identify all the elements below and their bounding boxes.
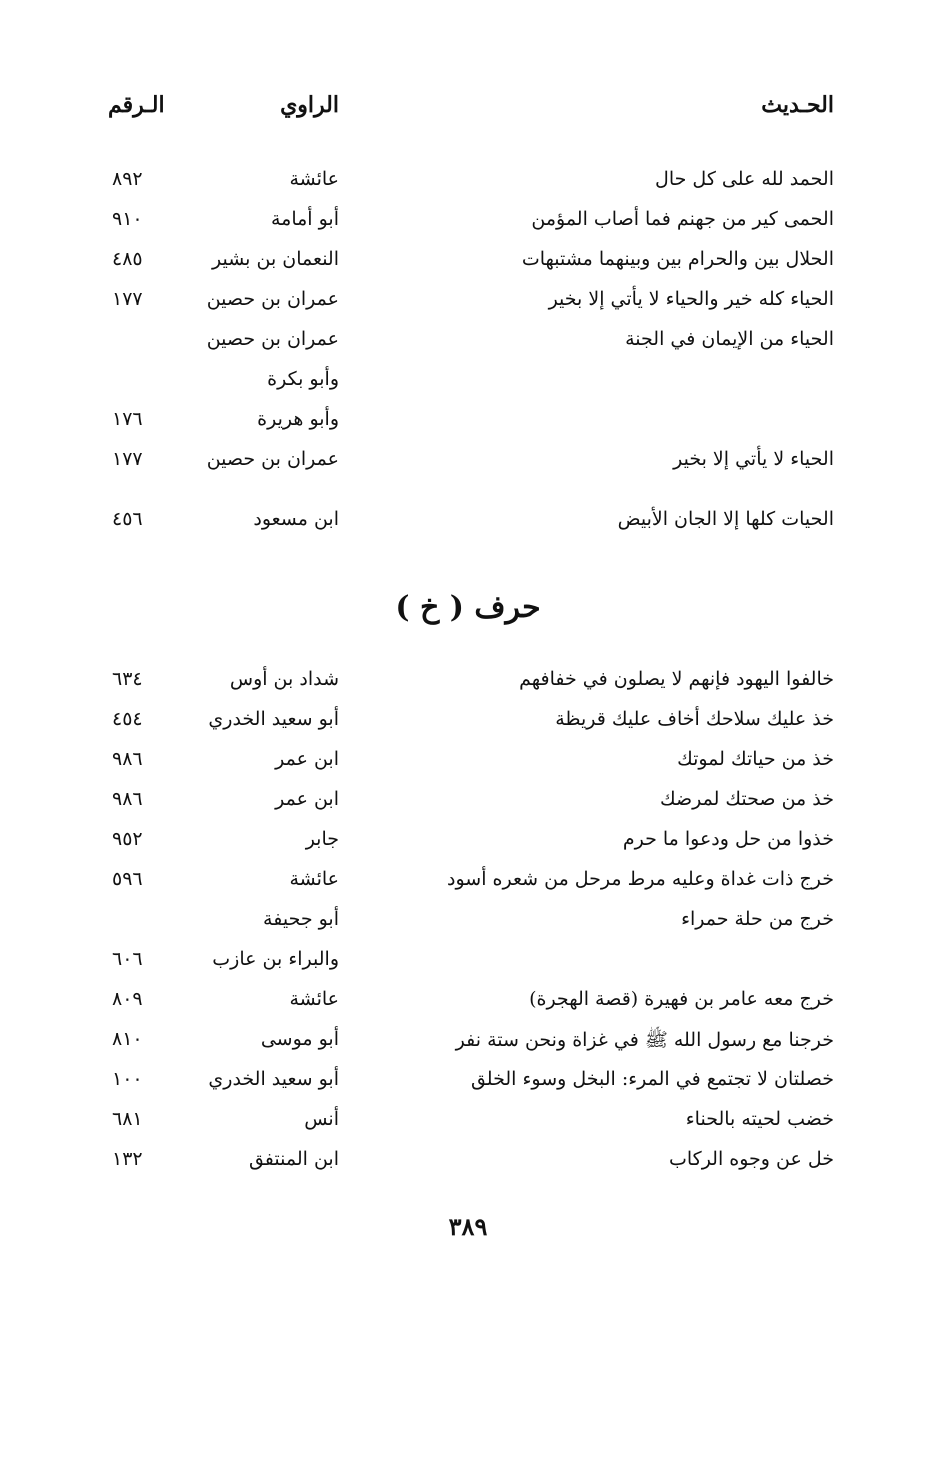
- narrator-name: جابر: [305, 828, 339, 850]
- hadith-text: خذ عليك سلاحك أخاف عليك قريظة: [555, 708, 834, 730]
- narrator-name: النعمان بن بشير: [212, 248, 339, 270]
- hadith-number: ٦٠٦: [112, 948, 143, 970]
- hadith-text: خرج معه عامر بن فهيرة (قصة الهجرة): [529, 988, 834, 1010]
- narrator-name: وأبو هريرة: [257, 408, 339, 430]
- hadith-text: خل عن وجوه الركاب: [668, 1148, 834, 1170]
- narrator-name: أبو أمامة: [270, 208, 339, 230]
- hadith-number: ٦٣٤: [112, 668, 143, 690]
- narrator-name: أبو جحيفة: [263, 908, 339, 930]
- hadith-number: ١٧٧: [112, 288, 143, 310]
- narrator-name: عمران بن حصين: [206, 288, 339, 310]
- hadith-text: خرجنا مع رسول الله ﷺ في غزاة ونحن ستة نفر: [455, 1029, 834, 1051]
- hadith-number: ٤٥٦: [112, 508, 143, 530]
- narrator-name: أبو موسى: [260, 1028, 339, 1050]
- narrator-name: عمران بن حصين: [206, 448, 339, 470]
- table-row: [0, 1108, 936, 1142]
- narrator-name: عمران بن حصين: [206, 328, 339, 350]
- hadith-number: ١٠٠: [112, 1068, 143, 1090]
- narrator-name: عائشة: [289, 168, 339, 190]
- hadith-text: خالفوا اليهود فإنهم لا يصلون في خفافهم: [519, 668, 834, 690]
- table-row: [0, 668, 936, 702]
- table-row: [0, 448, 936, 482]
- table-row: [0, 168, 936, 202]
- hadith-text: خرج من حلة حمراء: [681, 908, 834, 930]
- narrator-name: وأبو بكرة: [267, 368, 339, 390]
- table-row: [0, 1068, 936, 1102]
- hadith-text: خضب لحيته بالحناء: [685, 1108, 834, 1130]
- table-row: [0, 408, 936, 442]
- hadith-text: الحياء كله خير والحياء لا يأتي إلا بخير: [548, 288, 834, 310]
- hadith-text: خصلتان لا تجتمع في المرء: البخل وسوء الخلق: [470, 1068, 834, 1090]
- narrator-name: ابن عمر: [275, 788, 339, 810]
- hadith-text: الحيات كلها إلا الجان الأبيض: [617, 508, 834, 530]
- hadith-text: الحمد لله على كل حال: [655, 168, 834, 190]
- hadith-number: ٦٨١: [112, 1108, 143, 1130]
- hadith-text: الحياء لا يأتي إلا بخير: [673, 448, 834, 470]
- table-row: [0, 368, 936, 402]
- hadith-text: الحياء من الإيمان في الجنة: [625, 328, 834, 350]
- narrator-name: ابن مسعود: [253, 508, 339, 530]
- hadith-number: ٨٩٢: [112, 168, 143, 190]
- hadith-number: ١٧٦: [112, 408, 143, 430]
- hadith-number: ٩١٠: [112, 208, 143, 230]
- hadith-text: خذ من حياتك لموتك: [677, 748, 834, 770]
- narrator-name: عائشة: [289, 868, 339, 890]
- column-header-number: الـرقم: [108, 92, 165, 118]
- narrator-name: أنس: [304, 1108, 339, 1130]
- page-number: ٣٨٩: [448, 1212, 488, 1241]
- hadith-text: الحمى كير من جهنم فما أصاب المؤمن: [531, 208, 834, 230]
- table-row: [0, 288, 936, 322]
- hadith-text: خذوا من حل ودعوا ما حرم: [622, 828, 834, 850]
- table-row: [0, 788, 936, 822]
- table-row: [0, 868, 936, 902]
- narrator-name: عائشة: [289, 988, 339, 1010]
- hadith-number: ٩٨٦: [112, 788, 143, 810]
- table-row: [0, 748, 936, 782]
- hadith-text: الحلال بين والحرام بين وبينهما مشتبهات: [521, 248, 834, 270]
- table-row: [0, 908, 936, 942]
- table-row: [0, 708, 936, 742]
- hadith-number: ٤٥٤: [112, 708, 143, 730]
- table-row: [0, 508, 936, 542]
- narrator-name: أبو سعيد الخدري: [208, 1068, 339, 1090]
- table-row: [0, 328, 936, 362]
- table-row: [0, 1148, 936, 1182]
- hadith-number: ١٧٧: [112, 448, 143, 470]
- table-row: [0, 828, 936, 862]
- hadith-text: خرج ذات غداة وعليه مرط مرحل من شعره أسود: [447, 868, 834, 890]
- table-row: [0, 248, 936, 282]
- narrator-name: ابن عمر: [275, 748, 339, 770]
- narrator-name: شداد بن أوس: [229, 668, 339, 690]
- hadith-number: ٨٠٩: [112, 988, 143, 1010]
- hadith-number: ٨١٠: [112, 1028, 143, 1050]
- column-header-hadith: الحـديث: [761, 92, 834, 118]
- hadith-number: ١٣٢: [112, 1148, 143, 1170]
- narrator-name: أبو سعيد الخدري: [208, 708, 339, 730]
- table-row: [0, 988, 936, 1022]
- section-title: حرف ( خ ): [395, 590, 541, 625]
- column-header-narrator: الراوي: [280, 92, 339, 118]
- narrator-name: والبراء بن عازب: [212, 948, 339, 970]
- narrator-name: ابن المنتفق: [248, 1148, 339, 1170]
- hadith-number: ٩٥٢: [112, 828, 143, 850]
- table-row: [0, 1028, 936, 1062]
- table-row: [0, 948, 936, 982]
- hadith-number: ٤٨٥: [112, 248, 143, 270]
- table-row: [0, 208, 936, 242]
- hadith-number: ٥٩٦: [112, 868, 143, 890]
- hadith-number: ٩٨٦: [112, 748, 143, 770]
- hadith-text: خذ من صحتك لمرضك: [659, 788, 834, 810]
